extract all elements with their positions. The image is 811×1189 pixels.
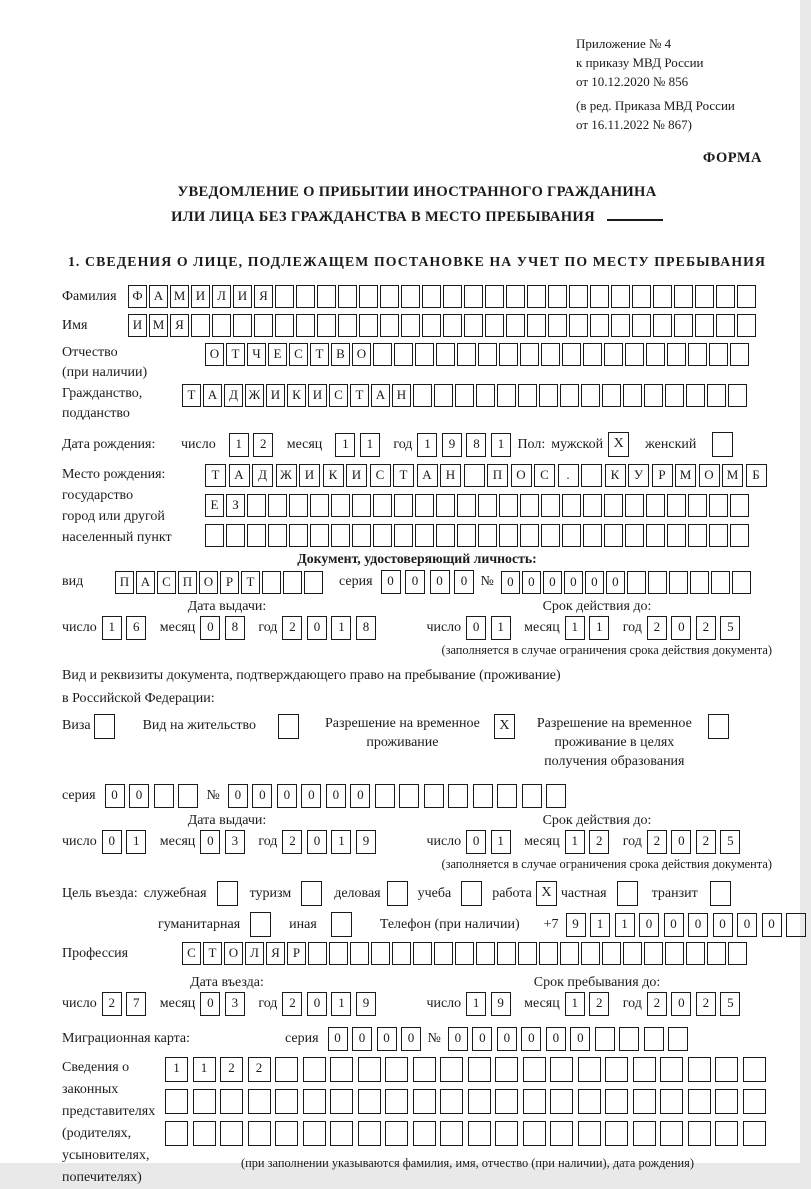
sex-label: Пол: xyxy=(517,436,546,452)
birthplace-row2-cells[interactable]: Е З xyxy=(205,494,769,517)
phone-prefix: +7 xyxy=(543,916,559,932)
birth-day-cells[interactable]: 1 2 xyxy=(229,433,278,457)
res-expiry-year-cells[interactable]: 2 0 2 5 xyxy=(647,830,745,854)
profession-cells[interactable]: С Т О Л Я Р xyxy=(182,942,749,965)
identity-doc-heading: Документ, удостоверяющий личность: xyxy=(297,551,537,566)
res-expiry-heading: Срок действия до: xyxy=(542,813,652,828)
doc-issue-month-cells[interactable]: 0 8 xyxy=(200,616,249,640)
doc-expiry-date: число 0 1 месяц 1 1 год 2 0 2 5 xyxy=(426,616,744,640)
representatives-row1-cells[interactable]: 1 1 2 2 xyxy=(165,1057,770,1082)
stay-day-cells[interactable]: 1 9 xyxy=(466,992,515,1016)
citizenship-cells[interactable]: Т А Д Ж И К И С Т А Н xyxy=(182,384,749,407)
res-issue-day-cells[interactable]: 0 1 xyxy=(102,830,151,854)
ref-line: к приказу МВД России xyxy=(576,55,704,70)
stay-month-cells[interactable]: 1 2 xyxy=(565,992,614,1016)
form-label: ФОРМА xyxy=(702,150,762,166)
visa-label: Виза xyxy=(62,718,91,733)
residence-doc-caption2: в Российской Федерации: xyxy=(62,691,215,706)
migration-card-label: Миграционная карта: xyxy=(62,1031,191,1046)
birthdate-label: Дата рождения: xyxy=(62,436,156,452)
entry-date: число 2 7 месяц 0 3 год 2 0 1 9 xyxy=(62,992,380,1016)
sex-male-label: мужской xyxy=(551,436,604,452)
representatives-label: Сведения о законных представителях (родителях, усыновителях, попечителях) xyxy=(62,1060,156,1185)
stay-until-heading: Срок пребывания до: xyxy=(533,975,661,990)
residence-doc-caption1: Вид и реквизиты документа, подтверждающего право на пребывание (проживание) xyxy=(62,668,561,683)
purpose-private-label: частная xyxy=(560,885,607,901)
doc-series-cells[interactable]: 0 0 0 0 xyxy=(381,570,479,594)
phone-cells[interactable]: 9 1 1 0 0 0 0 0 0 xyxy=(566,913,811,937)
entry-day-cells[interactable]: 2 7 xyxy=(102,992,151,1016)
doc-issue-day-cells[interactable]: 1 6 xyxy=(102,616,151,640)
purpose-private-checkbox[interactable] xyxy=(617,881,638,906)
doc-expiry-note: (заполняется в случае ограничения срока действия документа) xyxy=(441,643,772,657)
sex-female-label: женский xyxy=(645,436,697,452)
form-title-line2: ИЛИ ЛИЦА БЕЗ ГРАЖДАНСТВА В МЕСТО ПРЕБЫВАНИЯ xyxy=(171,209,595,225)
temp-residence-edu-checkbox[interactable] xyxy=(708,714,729,739)
stay-year-cells[interactable]: 2 0 2 5 xyxy=(647,992,745,1016)
birthplace-row3-cells[interactable] xyxy=(205,524,769,547)
visa-checkbox[interactable] xyxy=(94,714,115,739)
entry-year-cells[interactable]: 2 0 1 9 xyxy=(282,992,380,1016)
month-label: месяц xyxy=(286,436,323,452)
purpose-transit-label: транзит xyxy=(651,885,698,901)
purpose-tourism-label: туризм xyxy=(249,885,292,901)
doc-issue-date: число 1 6 месяц 0 8 год 2 0 1 8 xyxy=(62,616,380,640)
migration-number-label: № xyxy=(427,1031,441,1046)
purpose-official-checkbox[interactable] xyxy=(217,881,238,906)
birthplace-label: Место рождения: государство город или другой населенный пункт xyxy=(62,467,172,545)
ref-line: от 10.12.2020 № 856 xyxy=(576,74,689,89)
purpose-business-label: деловая xyxy=(334,885,381,901)
birthplace-row1-cells[interactable]: Т А Д Ж И К И С Т А Н П О С . К У Р М О М Б xyxy=(205,464,769,487)
purpose-study-checkbox[interactable] xyxy=(461,881,482,906)
res-issue-date: число 0 1 месяц 0 3 год 2 0 1 9 xyxy=(62,830,380,854)
purpose-label: Цель въезда: xyxy=(62,885,138,901)
year-label: год xyxy=(393,436,413,452)
representatives-rows xyxy=(165,1057,770,1171)
purpose-other-label: иная xyxy=(289,916,317,932)
day-label: число xyxy=(181,436,216,452)
doc-type-cells[interactable]: П А С П О Р Т xyxy=(115,571,325,594)
surname-cells[interactable]: Ф А М И Л И Я xyxy=(128,285,758,308)
res-number-label: № xyxy=(206,788,220,803)
sex-female-checkbox[interactable] xyxy=(712,432,733,457)
temp-residence-checkbox[interactable]: X xyxy=(494,714,515,739)
purpose-work-label: работа xyxy=(492,885,532,901)
migration-series-label: серия xyxy=(285,1031,319,1046)
temp-residence-label: Разрешение на временное проживание xyxy=(324,716,480,750)
doc-expiry-heading: Срок действия до: xyxy=(542,599,652,614)
doc-number-label: № xyxy=(480,574,494,589)
doc-issue-heading: Дата выдачи: xyxy=(187,599,267,614)
doc-expiry-year-cells[interactable]: 2 0 2 5 xyxy=(647,616,745,640)
patronymic-cells[interactable]: О Т Ч Е С Т В О xyxy=(205,343,751,366)
firstname-cells[interactable]: И М Я xyxy=(128,314,758,337)
doc-expiry-day-cells[interactable]: 0 1 xyxy=(466,616,515,640)
representatives-row3-cells[interactable] xyxy=(165,1121,770,1146)
form-title-line1: УВЕДОМЛЕНИЕ О ПРИБЫТИИ ИНОСТРАННОГО ГРАЖДАНИНА xyxy=(177,184,657,200)
temp-residence-edu-label: Разрешение на временное проживание в целях получения образования xyxy=(536,716,692,769)
res-number-cells[interactable]: 0 0 0 0 0 0 xyxy=(228,784,571,808)
representatives-row2-cells[interactable] xyxy=(165,1089,770,1114)
patronymic-label: Отчество (при наличии) xyxy=(62,345,148,380)
birthplace-rows xyxy=(205,464,769,547)
purpose-work-checkbox[interactable]: X xyxy=(536,881,557,906)
migration-series-cells[interactable]: 0 0 0 0 xyxy=(328,1027,426,1051)
ref-line: (в ред. Приказа МВД России xyxy=(576,98,735,113)
purpose-tourism-checkbox[interactable] xyxy=(301,881,322,906)
ref-line: Приложение № 4 xyxy=(576,36,672,51)
birth-year-cells[interactable]: 1 9 8 1 xyxy=(417,433,515,457)
res-issue-heading: Дата выдачи: xyxy=(187,813,267,828)
purpose-humanitarian-label: гуманитарная xyxy=(158,916,241,932)
doc-expiry-month-cells[interactable]: 1 1 xyxy=(565,616,614,640)
doc-issue-year-cells[interactable]: 2 0 1 8 xyxy=(282,616,380,640)
doc-number-cells[interactable]: 0 0 0 0 0 0 xyxy=(501,571,753,594)
citizenship-label: Гражданство, подданство xyxy=(62,386,143,421)
res-expiry-month-cells[interactable]: 1 2 xyxy=(565,830,614,854)
res-expiry-day-cells[interactable]: 0 1 xyxy=(466,830,515,854)
res-expiry-date: число 0 1 месяц 1 2 год 2 0 2 5 xyxy=(426,830,744,854)
purpose-study-label: учеба xyxy=(417,885,452,901)
res-series-cells[interactable]: 0 0 xyxy=(105,784,203,808)
res-series-label: серия xyxy=(62,788,96,803)
purpose-business-checkbox[interactable] xyxy=(387,881,408,906)
stay-until-date: число 1 9 месяц 1 2 год 2 0 2 5 xyxy=(426,992,744,1016)
res-expiry-note: (заполняется в случае ограничения срока действия документа) xyxy=(441,857,772,871)
res-issue-year-cells[interactable]: 2 0 1 9 xyxy=(282,830,380,854)
residence-permit-checkbox[interactable] xyxy=(278,714,299,739)
purpose-transit-checkbox[interactable] xyxy=(710,881,731,906)
order-reference xyxy=(576,34,772,134)
form-title xyxy=(62,180,772,230)
doc-series-label: серия xyxy=(339,574,373,589)
purpose-humanitarian-checkbox[interactable] xyxy=(250,912,271,937)
profession-label: Профессия xyxy=(62,946,129,961)
section1-heading: 1. СВЕДЕНИЯ О ЛИЦЕ, ПОДЛЕЖАЩЕМ ПОСТАНОВКЕ НА УЧЕТ ПО МЕСТУ ПРЕБЫВАНИЯ xyxy=(67,254,767,269)
representatives-note: (при заполнении указываются фамилия, имя, отчество (при наличии), дата рождения) xyxy=(240,1156,695,1170)
entry-date-heading: Дата въезда: xyxy=(190,975,264,990)
birth-month-cells[interactable]: 1 1 xyxy=(335,433,384,457)
migration-number-cells[interactable]: 0 0 0 0 0 0 xyxy=(448,1027,693,1051)
ref-line: от 16.11.2022 № 867) xyxy=(576,117,693,132)
purpose-official-label: служебная xyxy=(143,885,207,901)
title-underline xyxy=(607,219,663,221)
firstname-label: Имя xyxy=(62,318,88,333)
surname-label: Фамилия xyxy=(62,289,117,304)
entry-month-cells[interactable]: 0 3 xyxy=(200,992,249,1016)
residence-permit-label: Вид на жительство xyxy=(142,718,256,733)
purpose-other-checkbox[interactable] xyxy=(331,912,352,937)
sex-male-checkbox[interactable]: X xyxy=(608,432,629,457)
doc-type-label: вид xyxy=(62,574,84,589)
res-issue-month-cells[interactable]: 0 3 xyxy=(200,830,249,854)
phone-label: Телефон (при наличии) xyxy=(379,916,520,932)
